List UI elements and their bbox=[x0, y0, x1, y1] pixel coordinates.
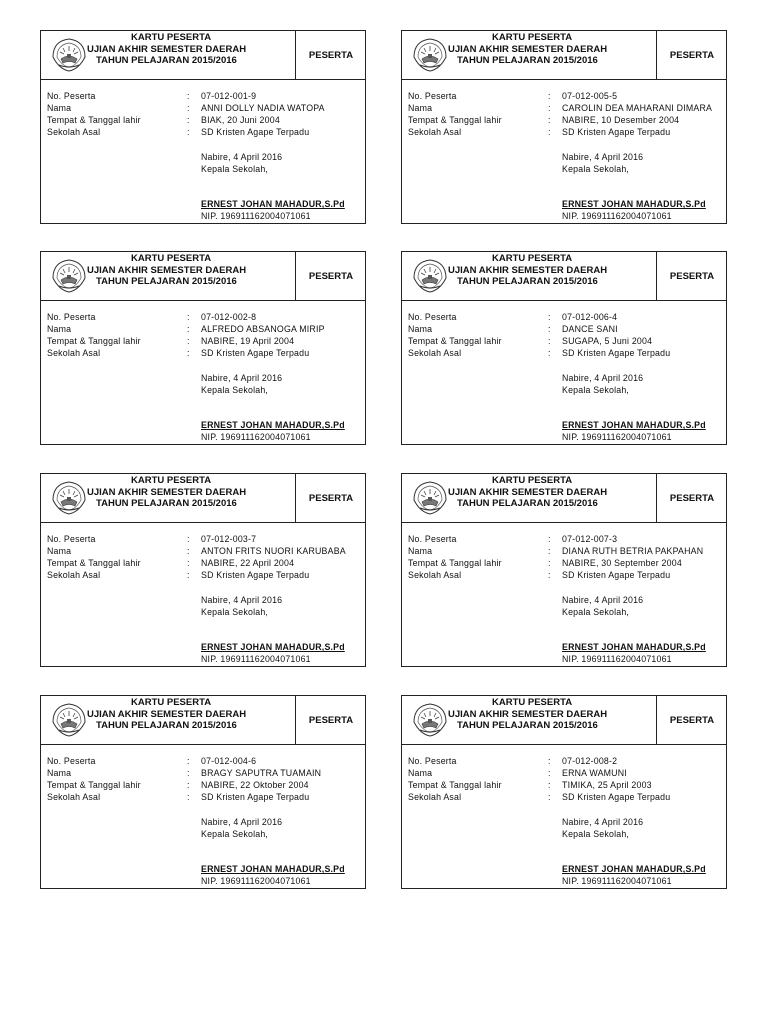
colon: : bbox=[187, 348, 190, 358]
participant-card bbox=[401, 695, 727, 889]
signer-nip: NIP. 196911162004071061 bbox=[562, 211, 672, 221]
value-no-peserta: 07-012-003-7 bbox=[201, 534, 257, 544]
colon: : bbox=[548, 115, 551, 125]
school-emblem-icon bbox=[410, 256, 450, 296]
label-sekolah: Sekolah Asal bbox=[47, 792, 101, 802]
card-title bbox=[448, 253, 658, 288]
value-nama: CAROLIN DEA MAHARANI DIMARA bbox=[562, 103, 713, 113]
title-line-2: UJIAN AKHIR SEMESTER DAERAH bbox=[448, 43, 608, 55]
value-nama: BRAGY SAPUTRA TUAMAIN bbox=[201, 768, 322, 778]
title-line-3: TAHUN PELAJARAN 2015/2016 bbox=[96, 55, 237, 67]
signer-role: Kepala Sekolah, bbox=[201, 164, 269, 174]
card-header bbox=[402, 474, 726, 523]
card-header bbox=[41, 252, 365, 301]
value-sekolah: SD Kristen Agape Terpadu bbox=[562, 348, 671, 358]
peserta-badge: PESERTA bbox=[656, 474, 727, 522]
value-no-peserta: 07-012-001-9 bbox=[201, 91, 257, 101]
label-ttl: Tempat & Tanggal lahir bbox=[408, 336, 502, 346]
participant-card bbox=[40, 695, 366, 889]
title-line-3: TAHUN PELAJARAN 2015/2016 bbox=[457, 498, 598, 510]
school-emblem-icon bbox=[49, 256, 89, 296]
colon: : bbox=[548, 127, 551, 137]
title-line-1: KARTU PESERTA bbox=[131, 253, 212, 264]
value-nama: ANTON FRITS NUORI KARUBABA bbox=[201, 546, 346, 556]
value-no-peserta: 07-012-007-3 bbox=[562, 534, 618, 544]
colon: : bbox=[187, 792, 190, 802]
label-sekolah: Sekolah Asal bbox=[47, 127, 101, 137]
value-nama: DANCE SANI bbox=[562, 324, 618, 334]
value-ttl: BIAK, 20 Juni 2004 bbox=[201, 115, 280, 125]
signer-name: ERNEST JOHAN MAHADUR,S.Pd bbox=[562, 864, 706, 874]
signer-name: ERNEST JOHAN MAHADUR,S.Pd bbox=[562, 199, 706, 209]
title-line-3: TAHUN PELAJARAN 2015/2016 bbox=[96, 498, 237, 510]
value-nama: ALFREDO ABSANOGA MIRIP bbox=[201, 324, 325, 334]
card-header bbox=[41, 474, 365, 523]
title-line-1: KARTU PESERTA bbox=[492, 32, 573, 43]
label-nama: Nama bbox=[47, 768, 72, 778]
label-nama: Nama bbox=[408, 324, 433, 334]
value-ttl: NABIRE, 19 April 2004 bbox=[201, 336, 295, 346]
value-ttl: TIMIKA, 25 April 2003 bbox=[562, 780, 652, 790]
colon: : bbox=[548, 756, 551, 766]
card-header bbox=[402, 696, 726, 745]
label-nama: Nama bbox=[408, 768, 433, 778]
label-ttl: Tempat & Tanggal lahir bbox=[408, 780, 502, 790]
place-date: Nabire, 4 April 2016 bbox=[562, 152, 644, 162]
colon: : bbox=[548, 348, 551, 358]
colon: : bbox=[187, 534, 190, 544]
label-sekolah: Sekolah Asal bbox=[408, 570, 462, 580]
label-no-peserta: No. Peserta bbox=[408, 312, 457, 322]
participant-card bbox=[40, 251, 366, 445]
colon: : bbox=[187, 558, 190, 568]
place-date: Nabire, 4 April 2016 bbox=[562, 817, 644, 827]
signer-role: Kepala Sekolah, bbox=[562, 829, 630, 839]
colon: : bbox=[187, 115, 190, 125]
title-line-2: UJIAN AKHIR SEMESTER DAERAH bbox=[448, 486, 608, 498]
title-line-3: TAHUN PELAJARAN 2015/2016 bbox=[457, 720, 598, 732]
value-no-peserta: 07-012-005-5 bbox=[562, 91, 618, 101]
colon: : bbox=[548, 780, 551, 790]
label-no-peserta: No. Peserta bbox=[47, 756, 96, 766]
signer-nip: NIP. 196911162004071061 bbox=[562, 432, 672, 442]
title-line-1: KARTU PESERTA bbox=[492, 253, 573, 264]
colon: : bbox=[548, 312, 551, 322]
value-no-peserta: 07-012-004-6 bbox=[201, 756, 257, 766]
label-nama: Nama bbox=[47, 324, 72, 334]
title-line-1: KARTU PESERTA bbox=[131, 32, 212, 43]
colon: : bbox=[187, 570, 190, 580]
card-title bbox=[87, 253, 297, 288]
label-sekolah: Sekolah Asal bbox=[408, 127, 462, 137]
value-ttl: NABIRE, 22 Oktober 2004 bbox=[201, 780, 309, 790]
colon: : bbox=[548, 103, 551, 113]
title-line-3: TAHUN PELAJARAN 2015/2016 bbox=[96, 720, 237, 732]
label-sekolah: Sekolah Asal bbox=[408, 792, 462, 802]
colon: : bbox=[187, 91, 190, 101]
colon: : bbox=[548, 558, 551, 568]
title-line-1: KARTU PESERTA bbox=[131, 697, 212, 708]
label-ttl: Tempat & Tanggal lahir bbox=[47, 115, 141, 125]
peserta-badge: PESERTA bbox=[295, 252, 366, 300]
label-ttl: Tempat & Tanggal lahir bbox=[47, 336, 141, 346]
signer-name: ERNEST JOHAN MAHADUR,S.Pd bbox=[562, 420, 706, 430]
signer-role: Kepala Sekolah, bbox=[201, 385, 269, 395]
card-title bbox=[448, 697, 658, 732]
title-line-1: KARTU PESERTA bbox=[492, 697, 573, 708]
card-header bbox=[402, 31, 726, 80]
title-line-2: UJIAN AKHIR SEMESTER DAERAH bbox=[87, 486, 247, 498]
value-sekolah: SD Kristen Agape Terpadu bbox=[562, 792, 671, 802]
value-nama: ANNI DOLLY NADIA WATOPA bbox=[201, 103, 325, 113]
title-line-3: TAHUN PELAJARAN 2015/2016 bbox=[457, 276, 598, 288]
title-line-2: UJIAN AKHIR SEMESTER DAERAH bbox=[87, 708, 247, 720]
peserta-badge: PESERTA bbox=[295, 696, 366, 744]
place-date: Nabire, 4 April 2016 bbox=[201, 595, 283, 605]
signer-name: ERNEST JOHAN MAHADUR,S.Pd bbox=[201, 420, 345, 430]
value-sekolah: SD Kristen Agape Terpadu bbox=[201, 127, 310, 137]
school-emblem-icon bbox=[410, 478, 450, 518]
signer-nip: NIP. 196911162004071061 bbox=[201, 654, 311, 664]
title-line-1: KARTU PESERTA bbox=[131, 475, 212, 486]
card-header bbox=[41, 696, 365, 745]
title-line-2: UJIAN AKHIR SEMESTER DAERAH bbox=[87, 43, 247, 55]
school-emblem-icon bbox=[49, 35, 89, 75]
peserta-badge: PESERTA bbox=[295, 31, 366, 79]
title-line-3: TAHUN PELAJARAN 2015/2016 bbox=[96, 276, 237, 288]
signer-role: Kepala Sekolah, bbox=[562, 385, 630, 395]
value-ttl: NABIRE, 10 Desember 2004 bbox=[562, 115, 680, 125]
colon: : bbox=[187, 324, 190, 334]
colon: : bbox=[187, 336, 190, 346]
card-header bbox=[41, 31, 365, 80]
label-ttl: Tempat & Tanggal lahir bbox=[47, 558, 141, 568]
label-no-peserta: No. Peserta bbox=[408, 756, 457, 766]
signer-name: ERNEST JOHAN MAHADUR,S.Pd bbox=[201, 642, 345, 652]
signer-role: Kepala Sekolah, bbox=[201, 607, 269, 617]
colon: : bbox=[187, 756, 190, 766]
value-sekolah: SD Kristen Agape Terpadu bbox=[562, 127, 671, 137]
place-date: Nabire, 4 April 2016 bbox=[201, 373, 283, 383]
title-line-1: KARTU PESERTA bbox=[492, 475, 573, 486]
school-emblem-icon bbox=[49, 478, 89, 518]
colon: : bbox=[548, 546, 551, 556]
card-title bbox=[448, 32, 658, 67]
colon: : bbox=[548, 324, 551, 334]
value-sekolah: SD Kristen Agape Terpadu bbox=[201, 570, 310, 580]
participant-card bbox=[401, 473, 727, 667]
label-no-peserta: No. Peserta bbox=[408, 91, 457, 101]
peserta-badge: PESERTA bbox=[656, 252, 727, 300]
label-sekolah: Sekolah Asal bbox=[408, 348, 462, 358]
colon: : bbox=[548, 570, 551, 580]
label-nama: Nama bbox=[47, 103, 72, 113]
card-header bbox=[402, 252, 726, 301]
colon: : bbox=[548, 336, 551, 346]
label-sekolah: Sekolah Asal bbox=[47, 570, 101, 580]
colon: : bbox=[548, 792, 551, 802]
label-ttl: Tempat & Tanggal lahir bbox=[408, 115, 502, 125]
peserta-badge: PESERTA bbox=[295, 474, 366, 522]
label-no-peserta: No. Peserta bbox=[47, 91, 96, 101]
label-sekolah: Sekolah Asal bbox=[47, 348, 101, 358]
label-ttl: Tempat & Tanggal lahir bbox=[408, 558, 502, 568]
title-line-3: TAHUN PELAJARAN 2015/2016 bbox=[457, 55, 598, 67]
colon: : bbox=[187, 768, 190, 778]
place-date: Nabire, 4 April 2016 bbox=[201, 817, 283, 827]
place-date: Nabire, 4 April 2016 bbox=[562, 373, 644, 383]
participant-card bbox=[40, 30, 366, 224]
colon: : bbox=[548, 768, 551, 778]
label-nama: Nama bbox=[408, 546, 433, 556]
peserta-badge: PESERTA bbox=[656, 696, 727, 744]
participant-card bbox=[401, 251, 727, 445]
colon: : bbox=[548, 534, 551, 544]
value-ttl: NABIRE, 30 September 2004 bbox=[562, 558, 682, 568]
value-no-peserta: 07-012-008-2 bbox=[562, 756, 618, 766]
signer-nip: NIP. 196911162004071061 bbox=[201, 876, 311, 886]
colon: : bbox=[187, 103, 190, 113]
school-emblem-icon bbox=[410, 35, 450, 75]
label-nama: Nama bbox=[47, 546, 72, 556]
colon: : bbox=[548, 91, 551, 101]
value-ttl: NABIRE, 22 April 2004 bbox=[201, 558, 295, 568]
colon: : bbox=[187, 127, 190, 137]
place-date: Nabire, 4 April 2016 bbox=[201, 152, 283, 162]
value-no-peserta: 07-012-002-8 bbox=[201, 312, 257, 322]
signer-role: Kepala Sekolah, bbox=[562, 164, 630, 174]
value-sekolah: SD Kristen Agape Terpadu bbox=[201, 348, 310, 358]
school-emblem-icon bbox=[49, 700, 89, 740]
label-no-peserta: No. Peserta bbox=[408, 534, 457, 544]
title-line-2: UJIAN AKHIR SEMESTER DAERAH bbox=[448, 708, 608, 720]
signer-nip: NIP. 196911162004071061 bbox=[201, 211, 311, 221]
colon: : bbox=[187, 546, 190, 556]
label-ttl: Tempat & Tanggal lahir bbox=[47, 780, 141, 790]
value-sekolah: SD Kristen Agape Terpadu bbox=[562, 570, 671, 580]
value-sekolah: SD Kristen Agape Terpadu bbox=[201, 792, 310, 802]
signer-name: ERNEST JOHAN MAHADUR,S.Pd bbox=[201, 199, 345, 209]
label-no-peserta: No. Peserta bbox=[47, 534, 96, 544]
value-ttl: SUGAPA, 5 Juni 2004 bbox=[562, 336, 653, 346]
signer-name: ERNEST JOHAN MAHADUR,S.Pd bbox=[201, 864, 345, 874]
participant-card bbox=[401, 30, 727, 224]
peserta-badge: PESERTA bbox=[656, 31, 727, 79]
value-nama: DIANA RUTH BETRIA PAKPAHAN bbox=[562, 546, 704, 556]
card-title bbox=[87, 697, 297, 732]
label-no-peserta: No. Peserta bbox=[47, 312, 96, 322]
signer-nip: NIP. 196911162004071061 bbox=[562, 654, 672, 664]
signer-name: ERNEST JOHAN MAHADUR,S.Pd bbox=[562, 642, 706, 652]
signer-role: Kepala Sekolah, bbox=[201, 829, 269, 839]
place-date: Nabire, 4 April 2016 bbox=[562, 595, 644, 605]
participant-card bbox=[40, 473, 366, 667]
label-nama: Nama bbox=[408, 103, 433, 113]
colon: : bbox=[187, 780, 190, 790]
colon: : bbox=[187, 312, 190, 322]
card-title bbox=[448, 475, 658, 510]
school-emblem-icon bbox=[410, 700, 450, 740]
card-title bbox=[87, 32, 297, 67]
title-line-2: UJIAN AKHIR SEMESTER DAERAH bbox=[87, 264, 247, 276]
signer-role: Kepala Sekolah, bbox=[562, 607, 630, 617]
signer-nip: NIP. 196911162004071061 bbox=[201, 432, 311, 442]
value-no-peserta: 07-012-006-4 bbox=[562, 312, 618, 322]
title-line-2: UJIAN AKHIR SEMESTER DAERAH bbox=[448, 264, 608, 276]
card-title bbox=[87, 475, 297, 510]
value-nama: ERNA WAMUNI bbox=[562, 768, 627, 778]
signer-nip: NIP. 196911162004071061 bbox=[562, 876, 672, 886]
